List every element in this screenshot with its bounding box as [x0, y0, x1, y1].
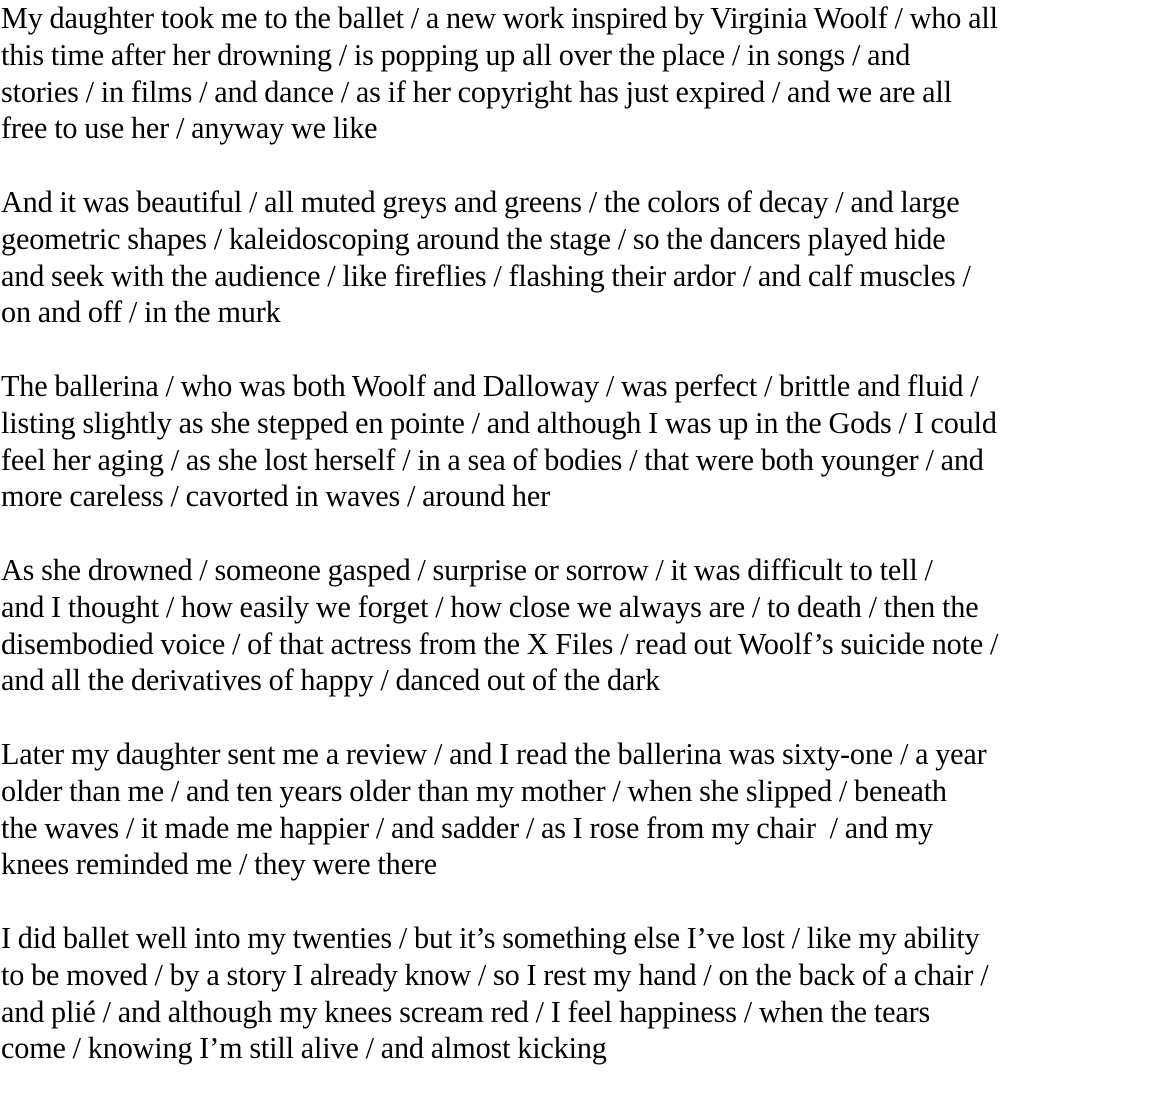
poem-line: disembodied voice / of that actress from the X Files / read out Woolf’s suicide note /: [1, 626, 999, 661]
poem-line: on and off / in the murk: [1, 295, 281, 330]
poem-line: free to use her / anyway we like: [1, 111, 378, 146]
poem-line: and plié / and although my knees scream red / I feel happiness / when the tears: [1, 994, 931, 1029]
poem-line: feel her aging / as she lost herself / in a sea of bodies / that were both younger / and: [1, 442, 984, 477]
poem-line: come / knowing I’m still alive / and almost kicking: [1, 1031, 607, 1066]
poem-line: and I thought / how easily we forget / how close we always are / to death / then the: [1, 589, 979, 624]
poem-line: listing slightly as she stepped en pointe / and although I was up in the Gods / I could: [1, 405, 997, 440]
poem-line: My daughter took me to the ballet / a new work inspired by Virginia Woolf / who all: [1, 1, 998, 35]
stanza-4: [1, 552, 1150, 699]
stanza-5: [1, 736, 1150, 883]
poem-line: more careless / cavorted in waves / around her: [1, 479, 551, 514]
poem-line: and all the derivatives of happy / danced out of the dark: [1, 663, 661, 698]
stanza-3: [1, 368, 1150, 515]
poem-line: and seek with the audience / like fireflies / flashing their ardor / and calf muscles /: [1, 258, 971, 293]
stanza-6: [1, 920, 1150, 1067]
poem-line: knees reminded me / they were there: [1, 847, 437, 882]
poem-line: to be moved / by a story I already know / so I rest my hand / on the back of a chair /: [1, 957, 989, 992]
poem-line: I did ballet well into my twenties / but it’s something else I’ve lost / like my ability: [1, 920, 980, 955]
poem-line: The ballerina / who was both Woolf and Dalloway / was perfect / brittle and fluid /: [1, 368, 979, 403]
poem-line: And it was beautiful / all muted greys and greens / the colors of decay / and large: [1, 184, 960, 219]
poem-body: [1, 0, 1150, 1104]
stanza-1: [1, 0, 1150, 147]
stanza-2: [1, 184, 1150, 331]
poem-line: As she drowned / someone gasped / surprise or sorrow / it was difficult to tell /: [1, 552, 933, 587]
poem-line: the waves / it made me happier / and sadder / as I rose from my chair / and my: [1, 810, 934, 845]
poem-line: stories / in films / and dance / as if her copyright has just expired / and we are all: [1, 74, 952, 109]
poem-line: Later my daughter sent me a review / and I read the ballerina was sixty-one / a year: [1, 736, 987, 771]
poem-line: older than me / and ten years older than my mother / when she slipped / beneath: [1, 773, 947, 808]
poem-line: geometric shapes / kaleidoscoping around the stage / so the dancers played hide: [1, 221, 946, 256]
poem-line: this time after her drowning / is popping up all over the place / in songs / and: [1, 37, 911, 72]
